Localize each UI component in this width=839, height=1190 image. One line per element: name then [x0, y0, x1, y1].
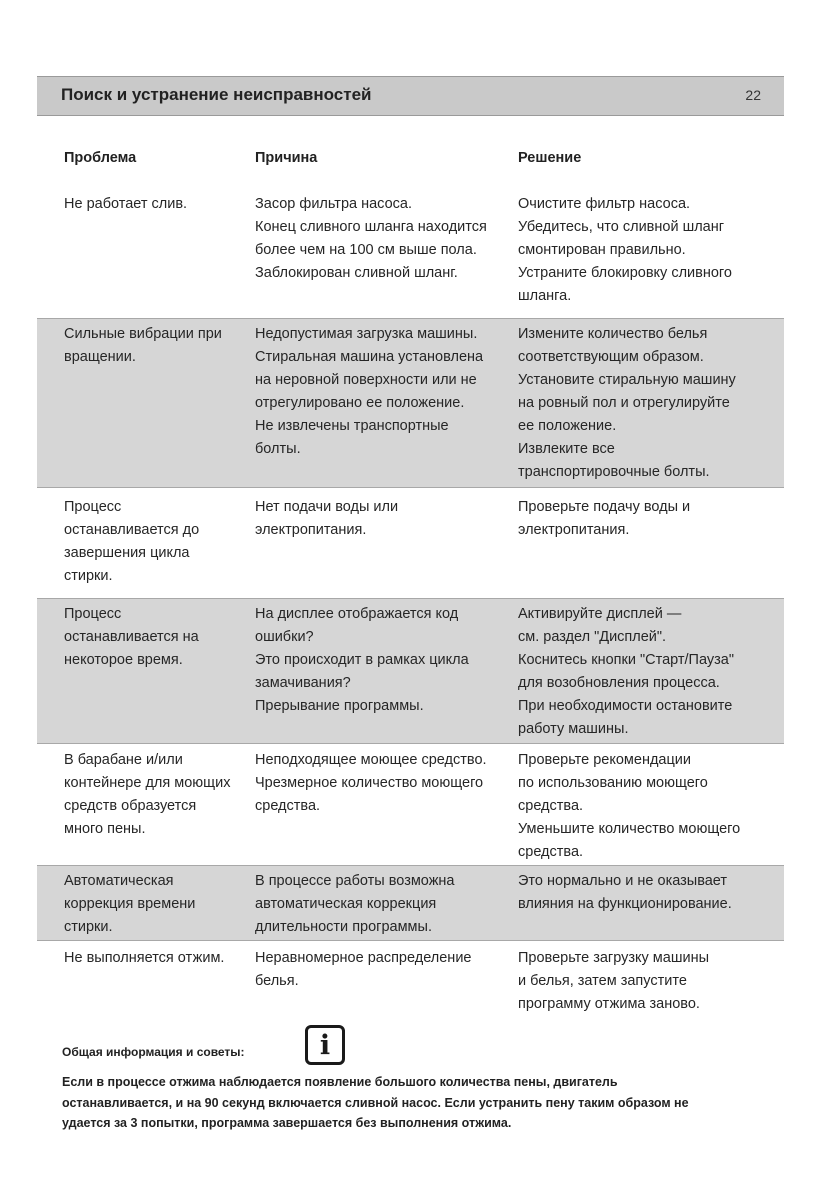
solution-line: Проверьте рекомендации: [518, 752, 691, 768]
problem-line: Сильные вибрации при: [64, 326, 222, 342]
cause-cell: [255, 496, 515, 542]
problem-line: Не работает слив.: [64, 196, 188, 212]
cause-line: отрегулировано ее положение.: [255, 395, 465, 411]
cause-cell: [255, 193, 515, 285]
solution-line: см. раздел "Дисплей".: [518, 629, 667, 645]
cause-line: Конец сливного шланга находится: [255, 219, 487, 235]
solution-line: Это нормально и не оказывает: [518, 873, 728, 889]
info-line: удается за 3 попытки, программа завершается без выполнения отжима.: [62, 1116, 512, 1130]
cause-line: Заблокирован сливной шланг.: [255, 265, 458, 281]
solution-line: Убедитесь, что сливной шланг: [518, 219, 725, 235]
cause-cell: [255, 603, 515, 718]
table-row: [37, 189, 784, 314]
cause-line: автоматическая коррекция: [255, 896, 437, 912]
solution-line: влияния на функционирование.: [518, 896, 732, 912]
solution-line: смонтирован правильно.: [518, 242, 686, 258]
page-number: 22: [745, 87, 761, 103]
problem-cell: [64, 947, 249, 970]
solution-line: средства.: [518, 844, 584, 860]
cause-line: Недопустимая загрузка машины.: [255, 326, 478, 342]
solution-line: для возобновления процесса.: [518, 675, 720, 691]
solution-cell: [518, 947, 780, 1016]
cause-line: Неравномерное распределение: [255, 950, 472, 966]
cause-cell: [255, 323, 515, 461]
solution-line: Активируйте дисплей —: [518, 606, 682, 622]
problem-line: Процесс: [64, 499, 122, 515]
problem-line: стирки.: [64, 568, 113, 584]
problem-cell: [64, 496, 249, 588]
problem-line: В барабане и/или: [64, 752, 183, 768]
solution-line: Извлеките все: [518, 441, 615, 457]
page-title: Поиск и устранение неисправностей: [61, 85, 372, 104]
column-header-cause: Причина: [255, 150, 318, 166]
table-row: [37, 865, 784, 941]
solution-line: и белья, затем запустите: [518, 973, 687, 989]
solution-line: Проверьте загрузку машины: [518, 950, 709, 966]
solution-cell: [518, 603, 780, 741]
problem-line: средств образуется: [64, 798, 197, 814]
problem-line: вращении.: [64, 349, 136, 365]
cause-line: Стиральная машина установлена: [255, 349, 484, 365]
cause-line: замачивания?: [255, 675, 351, 691]
solution-line: на ровный пол и отрегулируйте: [518, 395, 730, 411]
solution-line: Коснитесь кнопки "Старт/Пауза": [518, 652, 734, 668]
info-line: останавливается, и на 90 секунд включается сливной насос. Если устранить пену таким образом не: [62, 1095, 689, 1110]
cause-cell: [255, 947, 515, 993]
cause-line: средства.: [255, 798, 321, 814]
solution-line: При необходимости остановите: [518, 698, 733, 714]
solution-line: Уменьшите количество моющего: [518, 821, 741, 837]
solution-line: по использованию моющего: [518, 775, 708, 791]
solution-line: работу машины.: [518, 721, 629, 737]
cause-line: Это происходит в рамках цикла: [255, 652, 469, 668]
table-row: [37, 745, 784, 865]
problem-line: Автоматическая: [64, 873, 174, 889]
cause-line: Чрезмерное количество моющего: [255, 775, 484, 791]
table-row: [37, 492, 784, 594]
solution-cell: [518, 496, 780, 542]
solution-line: шланга.: [518, 288, 572, 304]
problem-line: контейнере для моющих: [64, 775, 231, 791]
problem-cell: [64, 323, 249, 369]
solution-cell: [518, 749, 780, 864]
solution-cell: [518, 323, 780, 484]
problem-line: Не выполняется отжим.: [64, 950, 225, 966]
table-row: [37, 318, 784, 488]
cause-cell: [255, 749, 515, 818]
problem-line: некоторое время.: [64, 652, 183, 668]
solution-line: Проверьте подачу воды и: [518, 499, 691, 515]
info-icon: i: [305, 1025, 345, 1065]
cause-line: В процессе работы возможна: [255, 873, 455, 889]
problem-cell: [64, 193, 249, 216]
cause-line: электропитания.: [255, 522, 367, 538]
cause-line: Засор фильтра насоса.: [255, 196, 412, 212]
problem-line: завершения цикла: [64, 545, 190, 561]
problem-line: стирки.: [64, 919, 113, 935]
cause-line: на неровной поверхности или не: [255, 372, 477, 388]
column-header-problem: Проблема: [64, 150, 137, 166]
problem-cell: [64, 870, 249, 939]
cause-line: более чем на 100 см выше пола.: [255, 242, 477, 258]
cause-line: Неподходящее моющее средство.: [255, 752, 487, 768]
cause-line: На дисплее отображается код: [255, 606, 459, 622]
info-line: Если в процессе отжима наблюдается появление большого количества пены, двигатель: [62, 1075, 618, 1089]
solution-line: Измените количество белья: [518, 326, 708, 342]
problem-line: останавливается до: [64, 522, 200, 538]
info-text: [62, 1072, 782, 1134]
cause-line: Прерывание программы.: [255, 698, 424, 714]
problem-line: коррекция времени: [64, 896, 196, 912]
table-row: [37, 598, 784, 744]
solution-line: Устраните блокировку сливного: [518, 265, 732, 281]
solution-line: Установите стиральную машину: [518, 372, 736, 388]
table-row: [37, 943, 784, 1023]
solution-line: программу отжима заново.: [518, 996, 700, 1012]
column-header-solution: Решение: [518, 150, 582, 166]
cause-line: Нет подачи воды или: [255, 499, 399, 515]
problem-line: много пены.: [64, 821, 146, 837]
cause-line: длительности программы.: [255, 919, 432, 935]
solution-line: Очистите фильтр насоса.: [518, 196, 691, 212]
cause-line: белья.: [255, 973, 299, 989]
problem-line: останавливается на: [64, 629, 199, 645]
solution-line: транспортировочные болты.: [518, 464, 710, 480]
section-header: [37, 76, 784, 116]
solution-line: средства.: [518, 798, 584, 814]
problem-cell: [64, 603, 249, 672]
solution-cell: [518, 870, 780, 916]
problem-cell: [64, 749, 249, 841]
cause-cell: [255, 870, 515, 939]
cause-line: болты.: [255, 441, 301, 457]
cause-line: Не извлечены транспортные: [255, 418, 449, 434]
problem-line: Процесс: [64, 606, 122, 622]
info-label: Общая информация и советы:: [62, 1045, 245, 1059]
cause-line: ошибки?: [255, 629, 314, 645]
solution-line: соответствующим образом.: [518, 349, 704, 365]
solution-cell: [518, 193, 780, 308]
solution-line: электропитания.: [518, 522, 630, 538]
solution-line: ее положение.: [518, 418, 617, 434]
